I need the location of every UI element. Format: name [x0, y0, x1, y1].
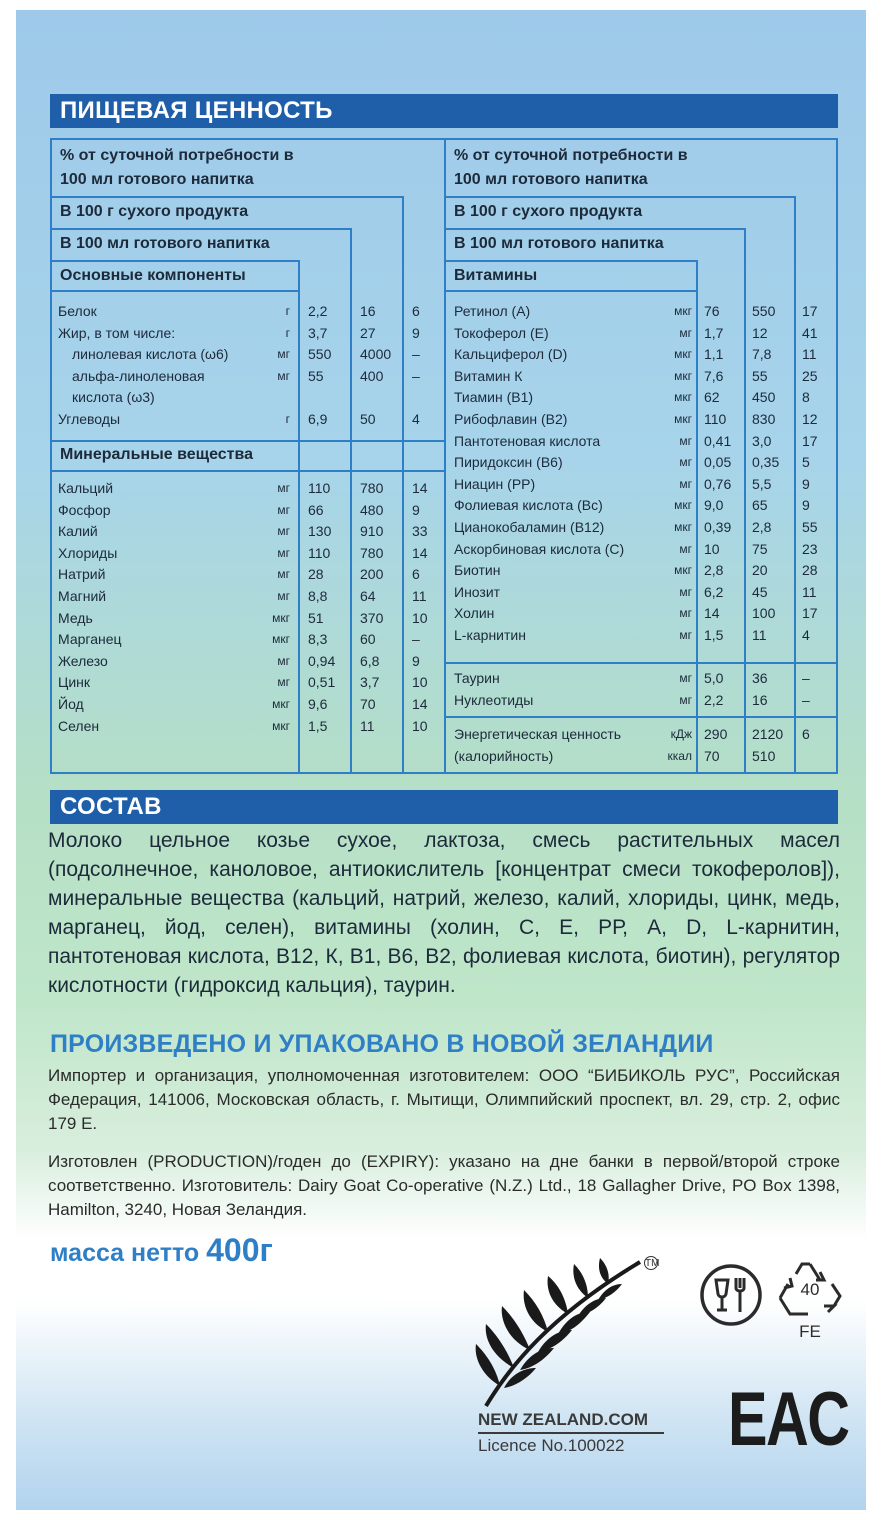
- value-per-100g: 45: [752, 583, 768, 600]
- value-per-100g: 780: [360, 480, 384, 496]
- nutrient-unit: мкг: [674, 347, 692, 362]
- value-per-100g: 70: [360, 696, 376, 712]
- header-main-components: Основные компоненты: [60, 267, 246, 284]
- table-row: [50, 517, 838, 538]
- nutrient-unit: мг: [679, 628, 692, 642]
- net-weight-value: 400г: [206, 1232, 273, 1268]
- nutrient-name: Витамин К: [454, 367, 523, 384]
- nutrient-name: Цинк: [58, 674, 91, 691]
- value-per-100ml: 51: [308, 609, 324, 626]
- header-pct-line1-left: % от суточной потребности в: [60, 147, 294, 164]
- value-per-100ml: 110: [308, 544, 331, 561]
- nutrient-name: линолевая кислота (ω6): [72, 346, 229, 362]
- table-row: [50, 560, 838, 581]
- value-daily-pct: 8: [802, 389, 810, 406]
- nutrient-name: Токоферол (Е): [454, 324, 549, 341]
- recycle-code: 40: [800, 1280, 820, 1299]
- header-pct-line2-right: 100 мл готового напитка: [454, 171, 648, 188]
- nutrient-unit: мкг: [674, 390, 692, 405]
- value-per-100ml: 3,7: [308, 324, 328, 341]
- value-per-100ml: 5,0: [704, 670, 724, 686]
- value-per-100g: 550: [752, 303, 776, 319]
- value-per-100ml: 8,3: [308, 631, 328, 648]
- value-per-100ml: 6,9: [308, 410, 328, 427]
- value-daily-pct: 5: [802, 454, 810, 471]
- header-dry-left: В 100 г сухого продукта: [60, 203, 249, 220]
- nutrient-unit: г: [285, 304, 290, 318]
- value-per-100ml: 0,41: [704, 432, 732, 449]
- table-row: [50, 452, 838, 473]
- value-daily-pct: –: [412, 367, 420, 384]
- nutrient-name: Медь: [58, 609, 93, 626]
- nutrient-name: Фосфор: [58, 501, 111, 518]
- header-drink-right: В 100 мл готового напитка: [454, 235, 664, 252]
- nutrient-unit: мг: [679, 606, 692, 621]
- value-per-100ml: 2,8: [704, 562, 724, 579]
- value-per-100g: 510: [752, 747, 776, 764]
- nz-domain: NEW ZEALAND.COM: [478, 1410, 648, 1429]
- nutrient-unit: мг: [679, 541, 692, 556]
- table-row: [50, 603, 838, 624]
- composition-text: Молоко цельное козье сухое, лактоза, смесь растительных масел (подсолнечное, каноловое, антиокислитель [концентрат смеси токоферолов]), минеральные вещества (кальций, натрий, железо, калий, хлориды, цинк, медь, марганец, йод, селен), витамины (холин, С, Е, РР, А, D, L-карнитин, пантотеновая кислота, В12, К, В1, В6, В2, фолиевая кислота, биотин), регулятор кислотности (гидроксид кальция), таурин.: [48, 829, 840, 997]
- nutrient-unit: мг: [277, 653, 290, 668]
- trademark-icon: TM: [645, 1258, 660, 1269]
- nutrient-unit: мг: [277, 368, 290, 383]
- value-daily-pct: 10: [412, 674, 428, 691]
- fern-logo-icon: [470, 1256, 670, 1416]
- nutrient-unit: мг: [679, 692, 692, 707]
- nutrient-name: кислота (ω3): [72, 389, 155, 405]
- value-per-100ml: 110: [308, 480, 331, 496]
- value-per-100g: 7,8: [752, 346, 772, 363]
- net-weight: [50, 1232, 273, 1269]
- nutrient-name: Пантотеновая кислота: [454, 432, 601, 449]
- nutrient-name: Рибофлавин (В2): [454, 411, 568, 427]
- value-per-100g: 3,7: [360, 674, 380, 691]
- made-in-heading: ПРОИЗВЕДЕНО И УПАКОВАНО В НОВОЙ ЗЕЛАНДИИ: [50, 1030, 714, 1058]
- value-daily-pct: 4: [412, 410, 420, 427]
- nutrient-name: Аскорбиновая кислота (С): [454, 540, 625, 557]
- net-weight-label: масса нетто: [50, 1239, 207, 1267]
- value-per-100g: 100: [752, 605, 776, 622]
- nutrient-name: Железо: [58, 652, 108, 669]
- value-daily-pct: 28: [802, 562, 818, 579]
- header-minerals: Минеральные вещества: [60, 446, 254, 463]
- table-row: [50, 344, 838, 365]
- value-per-100ml: 130: [308, 523, 332, 540]
- value-per-100ml: 62: [704, 389, 720, 406]
- nutrient-name: Йод: [58, 696, 84, 712]
- value-per-100ml: 55: [308, 367, 324, 384]
- value-per-100ml: 10: [704, 540, 720, 557]
- nutrient-unit: мг: [679, 584, 692, 599]
- value-per-100ml: 1,7: [704, 324, 724, 341]
- nutrient-unit: мкг: [272, 697, 290, 711]
- nutrient-name: Инозит: [454, 583, 501, 600]
- value-per-100ml: 1,5: [704, 627, 724, 643]
- nutrient-unit: мг: [679, 455, 692, 470]
- nutrient-name: Жир, в том числе:: [58, 324, 176, 341]
- value-daily-pct: 4: [802, 627, 810, 643]
- table-row: [50, 690, 838, 711]
- value-daily-pct: 14: [412, 696, 428, 712]
- nutrient-unit: мг: [679, 433, 692, 448]
- value-daily-pct: 55: [802, 519, 818, 535]
- nutrition-table: [50, 138, 838, 774]
- nutrient-unit: мкг: [272, 610, 290, 625]
- value-per-100ml: 1,1: [704, 346, 724, 363]
- composition-title: СОСТАВ: [50, 790, 838, 824]
- nutrient-name: Углеводы: [58, 410, 121, 427]
- value-daily-pct: 11: [802, 346, 817, 363]
- value-per-100g: 2120: [752, 726, 784, 742]
- nutrient-unit: мкг: [674, 520, 692, 534]
- table-row: [50, 668, 838, 689]
- nutrient-unit: мкг: [272, 632, 290, 647]
- value-per-100g: 6,8: [360, 652, 380, 669]
- table-row: [50, 582, 838, 603]
- nutrient-name: Холин: [454, 605, 495, 622]
- nutrient-name: Натрий: [58, 566, 106, 583]
- nutrient-unit: мг: [277, 347, 290, 361]
- value-per-100ml: 7,6: [704, 367, 724, 384]
- table-row: [50, 323, 838, 344]
- value-daily-pct: 6: [802, 726, 810, 742]
- nutrient-name: альфа-линоленовая: [72, 367, 205, 384]
- value-per-100g: 20: [752, 562, 768, 579]
- header-dry-right: В 100 г сухого продукта: [454, 203, 643, 220]
- value-per-100ml: 2,2: [308, 303, 328, 319]
- nutrient-name: L-карнитин: [454, 627, 526, 643]
- nutrient-name: Селен: [58, 717, 100, 734]
- value-daily-pct: 9: [412, 324, 420, 341]
- value-per-100g: 11: [752, 627, 767, 643]
- nutrient-name: (калорийность): [454, 747, 554, 764]
- nutrient-name: Ниацин (РР): [454, 475, 536, 492]
- value-per-100g: 370: [360, 609, 384, 626]
- nz-licence: Licence No.100022: [478, 1436, 625, 1455]
- nutrient-unit: мкг: [674, 412, 692, 426]
- value-daily-pct: 10: [412, 717, 428, 734]
- nutrient-unit: мг: [277, 524, 290, 539]
- table-row: [50, 724, 838, 745]
- value-daily-pct: 11: [802, 583, 817, 600]
- nutrient-name: Магний: [58, 588, 107, 604]
- value-per-100g: 450: [752, 389, 776, 406]
- nutrition-title: ПИЩЕВАЯ ЦЕННОСТЬ: [50, 94, 838, 128]
- nutrient-name: Марганец: [58, 631, 122, 648]
- table-row: [50, 746, 838, 767]
- value-per-100ml: 0,94: [308, 652, 336, 669]
- value-per-100g: 830: [752, 411, 776, 427]
- value-daily-pct: 17: [802, 432, 818, 449]
- nutrient-name: Хлориды: [58, 544, 118, 561]
- nutrient-name: Кальций: [58, 480, 114, 496]
- value-per-100ml: 6,2: [704, 583, 724, 600]
- nutrient-name: Ретинол (А): [454, 303, 531, 319]
- table-row: [50, 625, 838, 646]
- nutrient-unit: мг: [277, 502, 290, 517]
- nutrient-unit: мкг: [674, 563, 692, 578]
- value-daily-pct: 33: [412, 523, 428, 540]
- table-row: [50, 431, 838, 452]
- value-per-100ml: 110: [704, 411, 727, 427]
- nutrient-name: Фолиевая кислота (Вс): [454, 497, 603, 514]
- value-per-100g: 780: [360, 544, 384, 561]
- value-per-100g: 910: [360, 523, 384, 540]
- value-daily-pct: 10: [412, 609, 428, 626]
- value-per-100g: 0,35: [752, 454, 780, 471]
- value-daily-pct: –: [412, 346, 420, 362]
- value-per-100ml: 76: [704, 303, 720, 319]
- table-row: [50, 387, 838, 408]
- value-per-100g: 480: [360, 501, 384, 518]
- value-daily-pct: 12: [802, 411, 818, 427]
- value-daily-pct: 6: [412, 303, 420, 319]
- value-per-100g: 2,8: [752, 519, 772, 535]
- value-daily-pct: –: [412, 631, 420, 648]
- table-row: [50, 495, 838, 516]
- value-daily-pct: 25: [802, 367, 818, 384]
- nutrient-unit: г: [285, 325, 290, 340]
- value-per-100ml: 9,0: [704, 497, 724, 514]
- importer-text: Импортер и организация, уполномоченная изготовителем: ООО “БИБИКОЛЬ РУС”, Российская Федерация, 141006, Московская область, г. Мытищи, Олимпийский проспект, вл. 29, стр. 2, офис 179 Е.: [48, 1066, 840, 1133]
- value-per-100ml: 0,39: [704, 519, 732, 535]
- header-drink-left: В 100 мл готового напитка: [60, 235, 270, 252]
- value-per-100ml: 9,6: [308, 696, 328, 712]
- production-text: Изготовлен (PRODUCTION)/годен до (EXPIRY): указано на дне банки в первой/второй строке соответственно. Изготовитель: Dairy Goat Co-operative (N.Z.) Ltd., 18 Gallagher Drive, PO Box 1398, Hamilton, 3240, Новая Зеландия.: [48, 1152, 840, 1219]
- nutrient-name: Тиамин (В1): [454, 389, 534, 406]
- value-per-100g: 11: [360, 717, 375, 734]
- nutrient-unit: мкг: [674, 304, 692, 318]
- value-daily-pct: 6: [412, 566, 420, 583]
- value-per-100g: 12: [752, 324, 768, 341]
- value-per-100g: 55: [752, 367, 768, 384]
- table-row: [50, 409, 838, 430]
- value-per-100g: 50: [360, 410, 376, 427]
- table-row: [50, 474, 838, 495]
- recycle-label: FE: [799, 1322, 821, 1341]
- header-pct-line2-left: 100 мл готового напитка: [60, 171, 254, 188]
- header-vitamins: Витамины: [454, 267, 538, 284]
- nutrient-name: Пиридоксин (В6): [454, 454, 563, 471]
- table-row: [50, 301, 838, 322]
- nutrient-name: Белок: [58, 303, 97, 319]
- table-row: [50, 539, 838, 560]
- value-per-100g: 4000: [360, 346, 392, 362]
- nutrient-unit: кДж: [670, 727, 692, 741]
- value-daily-pct: 9: [412, 501, 420, 518]
- nutrient-unit: мг: [277, 545, 290, 560]
- nutrient-name: Цианокобаламин (В12): [454, 519, 605, 535]
- value-daily-pct: 23: [802, 540, 818, 557]
- value-per-100g: 16: [360, 303, 376, 319]
- nutrient-unit: мкг: [674, 368, 692, 383]
- header-pct-line1-right: % от суточной потребности в: [454, 147, 688, 164]
- value-daily-pct: 14: [412, 544, 428, 561]
- value-per-100ml: 70: [704, 747, 720, 764]
- eac-mark: EAC: [728, 1377, 849, 1462]
- value-per-100ml: 8,8: [308, 588, 328, 604]
- value-per-100ml: 0,76: [704, 475, 732, 492]
- nutrient-name: Таурин: [454, 670, 500, 686]
- value-per-100ml: 14: [704, 605, 720, 622]
- value-per-100ml: 28: [308, 566, 324, 583]
- value-per-100ml: 290: [704, 726, 728, 742]
- value-per-100ml: 550: [308, 346, 332, 362]
- value-per-100g: 27: [360, 324, 376, 341]
- value-daily-pct: 17: [802, 605, 818, 622]
- nutrient-unit: мкг: [674, 498, 692, 513]
- nutrient-unit: г: [285, 411, 290, 426]
- value-per-100g: 75: [752, 540, 768, 557]
- value-daily-pct: 41: [802, 324, 818, 341]
- value-daily-pct: –: [802, 691, 810, 708]
- value-per-100g: 3,0: [752, 432, 772, 449]
- nutrient-unit: мг: [277, 675, 290, 690]
- nutrient-name: Нуклеотиды: [454, 691, 534, 708]
- nutrient-unit: мкг: [272, 718, 290, 733]
- value-per-100ml: 2,2: [704, 691, 724, 708]
- nutrient-unit: мг: [679, 325, 692, 340]
- nutrient-name: Калий: [58, 523, 98, 540]
- value-daily-pct: 9: [802, 475, 810, 492]
- value-per-100g: 64: [360, 588, 376, 604]
- table-row: [50, 366, 838, 387]
- value-per-100g: 65: [752, 497, 768, 514]
- food-safe-icon: [698, 1262, 764, 1328]
- nutrient-name: Энергетическая ценность: [454, 726, 622, 742]
- value-per-100g: 5,5: [752, 475, 772, 492]
- value-per-100ml: 0,51: [308, 674, 336, 691]
- value-per-100ml: 66: [308, 501, 324, 518]
- nutrient-name: Биотин: [454, 562, 501, 579]
- value-daily-pct: 9: [802, 497, 810, 514]
- value-per-100g: 16: [752, 691, 768, 708]
- value-daily-pct: –: [802, 670, 810, 686]
- value-daily-pct: 17: [802, 303, 818, 319]
- nutrient-unit: мг: [277, 567, 290, 582]
- nutrient-unit: мг: [679, 476, 692, 491]
- nutrient-unit: мг: [277, 589, 290, 603]
- nutrient-unit: мг: [277, 481, 290, 495]
- nutrient-name: Кальциферол (D): [454, 346, 568, 363]
- value-daily-pct: 11: [412, 588, 427, 604]
- value-daily-pct: 14: [412, 480, 428, 496]
- nutrient-unit: ккал: [667, 748, 692, 763]
- value-daily-pct: 9: [412, 652, 420, 669]
- value-per-100g: 60: [360, 631, 376, 648]
- nutrient-unit: мг: [679, 671, 692, 685]
- value-per-100g: 200: [360, 566, 384, 583]
- value-per-100g: 400: [360, 367, 384, 384]
- value-per-100ml: 0,05: [704, 454, 732, 471]
- value-per-100g: 36: [752, 670, 768, 686]
- value-per-100ml: 1,5: [308, 717, 328, 734]
